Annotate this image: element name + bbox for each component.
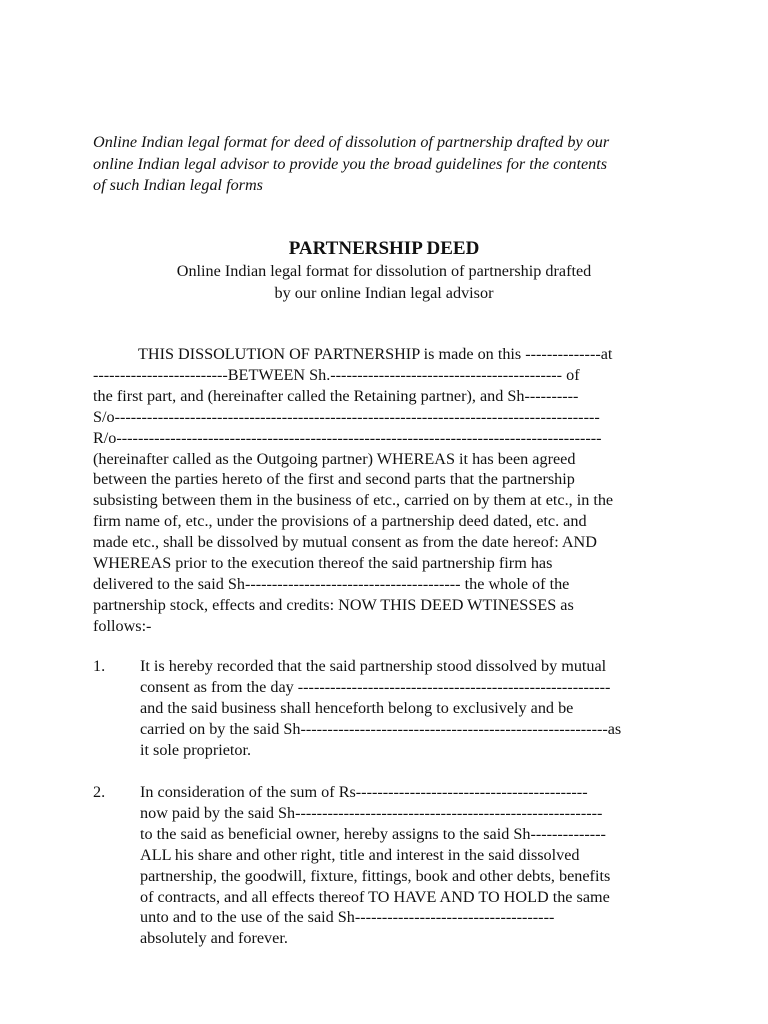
preamble-line: WHEREAS prior to the execution thereof the said partnership firm has: [93, 554, 553, 573]
preamble-line: (hereinafter called as the Outgoing partner) WHEREAS it has been agreed: [93, 449, 576, 468]
clause-line: it sole proprietor.: [140, 740, 252, 759]
clause-line: to the said as beneficial owner, hereby assigns to the said Sh--------------: [140, 824, 606, 843]
preamble-line: between the parties hereto of the first and second parts that the partnership: [93, 470, 575, 489]
clause-line: now paid by the said Sh---------------------------------------------------------: [140, 803, 603, 822]
document-title: PARTNERSHIP DEED: [288, 238, 480, 259]
clause-number: 1.: [93, 657, 106, 675]
preamble-line: follows:-: [93, 616, 152, 635]
intro-line: online Indian legal advisor to provide you the broad guidelines for the contents: [93, 154, 608, 173]
clause-line: partnership, the goodwill, fixture, fittings, book and other debts, benefits: [140, 866, 611, 885]
clause-line: absolutely and forever.: [140, 929, 288, 948]
clause-number: 2.: [93, 783, 106, 801]
clause-line: It is hereby recorded that the said partnership stood dissolved by mutual: [140, 657, 607, 675]
subtitle-line: Online Indian legal format for dissolution of partnership drafted: [176, 262, 592, 280]
document-subtitle: [0, 261, 768, 304]
preamble-line: firm name of, etc., under the provisions of a partnership deed dated, etc. and: [93, 512, 587, 531]
clause-line: In consideration of the sum of Rs-------------------------------------------: [140, 783, 588, 801]
intro-text: [93, 132, 683, 197]
intro-line: Online Indian legal format for deed of dissolution of partnership drafted by our: [93, 133, 610, 151]
preamble-line: THIS DISSOLUTION OF PARTNERSHIP is made on this --------------at: [138, 345, 613, 363]
preamble-line: -------------------------BETWEEN Sh.------------------------------------------- of: [93, 365, 580, 384]
clause-line: and the said business shall henceforth belong to exclusively and be: [140, 698, 574, 717]
clause-line: of contracts, and all effects thereof TO HAVE AND TO HOLD the same: [140, 887, 610, 906]
preamble-paragraph: [93, 344, 676, 637]
preamble-line: subsisting between them in the business of etc., carried on by them at etc., in the: [93, 491, 614, 510]
clause-body: [140, 656, 676, 761]
clause-body: [140, 782, 676, 949]
clause-line: consent as from the day ----------------------------------------------------------: [140, 677, 611, 696]
preamble-line: S/o------------------------------------------------------------------------------------------: [93, 407, 600, 426]
preamble-line: the first part, and (hereinafter called the Retaining partner), and Sh----------: [93, 386, 579, 405]
preamble-line: R/o------------------------------------------------------------------------------------------: [93, 428, 602, 447]
clause-line: carried on by the said Sh---------------------------------------------------------as: [140, 719, 622, 738]
preamble-line: delivered to the said Sh---------------------------------------- the whole of the: [93, 574, 570, 593]
clause-line: unto and to the use of the said Sh-------------------------------------: [140, 908, 555, 927]
preamble-line: made etc., shall be dissolved by mutual consent as from the date hereof: AND: [93, 533, 597, 552]
subtitle-line: by our online Indian legal advisor: [274, 283, 494, 302]
intro-line: of such Indian legal forms: [93, 176, 263, 194]
clause-line: ALL his share and other right, title and interest in the said dissolved: [140, 845, 580, 864]
preamble-line: partnership stock, effects and credits: NOW THIS DEED WTINESSES as: [93, 595, 574, 614]
